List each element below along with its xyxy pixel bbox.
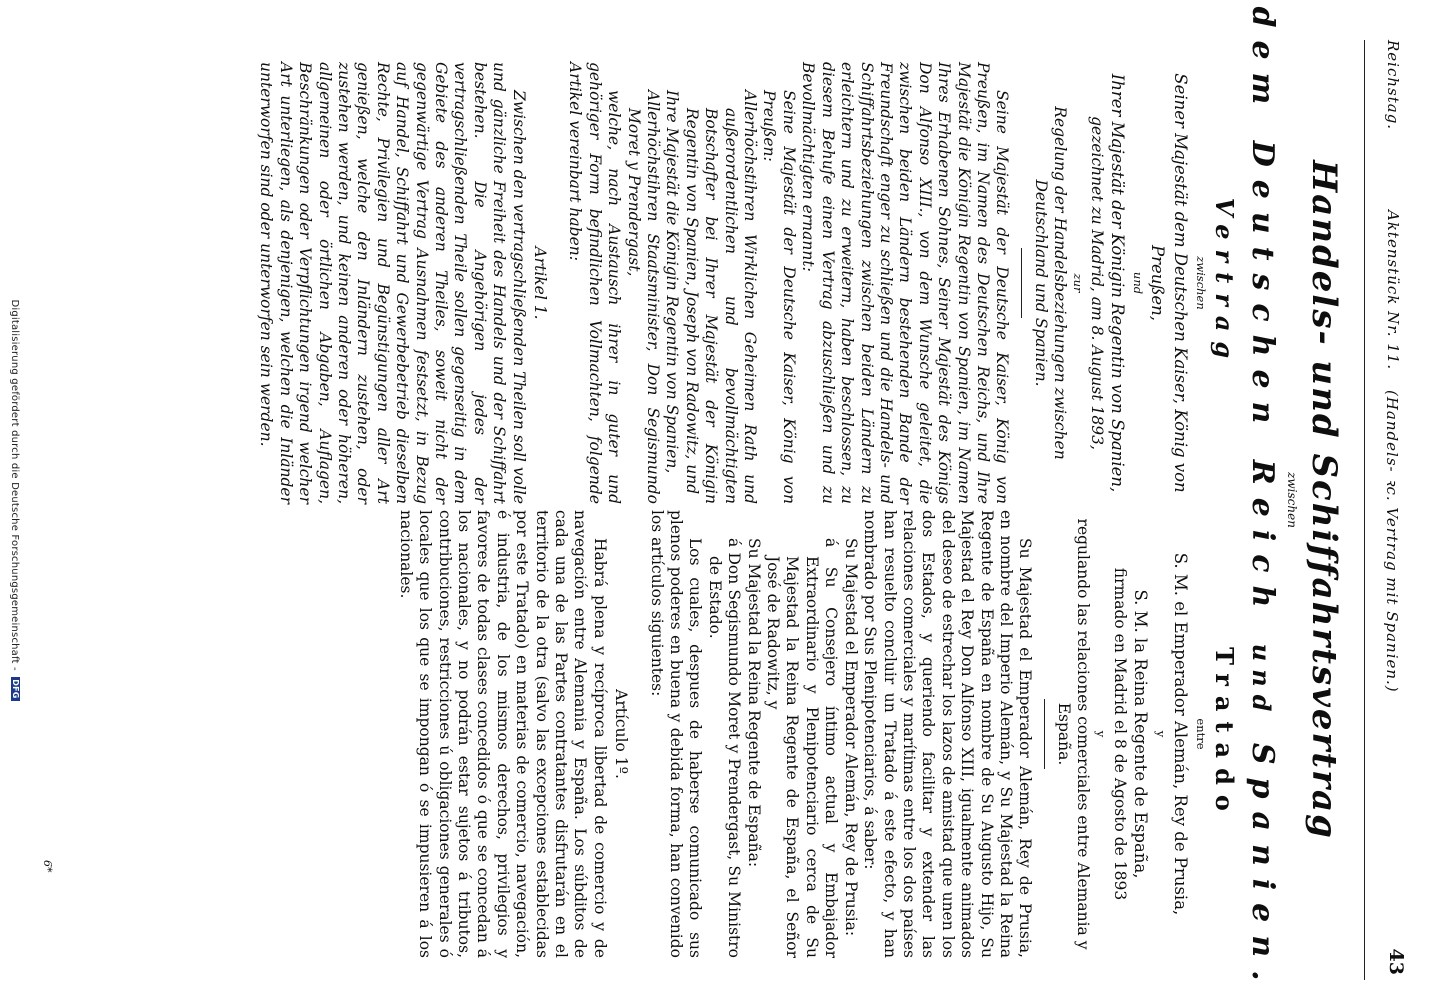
spanish-plenipotentiary-1-intro: Su Majestad el Emperador Alemán, Rey de Prusia: (841, 538, 860, 937)
german-party-queen: Ihrer Majestät der Königin Regentin von Spanien, (1107, 73, 1127, 493)
spanish-entre: entre (1193, 718, 1208, 750)
german-heading: Vertrag (1210, 197, 1239, 369)
treaty-title: Handels- und Schiffahrtsvertrag (1304, 160, 1344, 840)
separator-dash (1021, 248, 1022, 318)
spanish-plenipotentiary-2: á Don Segismundo Moret y Prendergast, Su Ministro de Estado. (705, 538, 744, 958)
spanish-party-emperor: S. M. el Emperador Alemán, Rey de Prusia, (1170, 552, 1190, 916)
page-number: 43 (1385, 948, 1407, 975)
separator-dash (1044, 699, 1045, 769)
german-closing: welche, nach Austausch ihrer in guter und gehöriger Form befindlichen Vollmachten, folgende Artikel vereinbart haben: (566, 62, 624, 504)
signature-mark: 6* (41, 860, 54, 873)
spanish-preamble: Su Majestad el Emperador Alemán, Rey de Prusia, en nombre del Imperio Alemán, y Su Majestad la Reina Regente de España en nombre de Su Augusto Hijo, Su Majestad el Rey Don Alfonso XIII, igualmente animados del deseo de estrechar los lazos de amistad que unen los dos Estados, y queriendo facilitar y extender las relaciones comerciales y marítimas entre los dos países han resuelto concluir un Tratado á este efecto, y han nombrado por Sus Plenipotenciarios, á saber: (861, 510, 1035, 958)
running-header (1362, 0, 1432, 1000)
german-und: und (1130, 271, 1145, 295)
german-article-text: Zwischen den vertragschließenden Theilen soll volle und gänzliche Freiheit des Handels und der Schiffahrt bestehen. Die Angehörigen jedes der vertragschließenden Theile sollen gegenseitig in dem Gebiete des anderen Theiles, soweit nicht der gegenwärtige Vertrag Ausnahmen festsetzt, in Bezug auf Handel, Schiffahrt und Gewerbebetrieb dieselben Rechte, Privilegien und Begünstigungen aller Art genießen, welche den Inländern zustehen, oder zustehen werden, und keinen anderen oder höheren, allgemeinen oder örtlichen Abgaben, Auflagen, Beschränkungen oder Verpflichtungen irgend welcher Art unterliegen, als denjenigen, welchen die Inländer unterworfen sind oder unterworfen sein werden. (257, 62, 528, 504)
spanish-signed-place: firmado en Madrid el 8 de Agosto de 1893 (1110, 567, 1129, 901)
spanish-y-2: y (1094, 730, 1109, 738)
spanish-closing: Los cuales, despues de haberse comunicado sus plenos poderes en buena y debida forma, han convenido los artículos siguientes: (647, 510, 705, 958)
header-rule (1364, 40, 1365, 980)
spanish-article-text: Habrá plena y recíproca libertad de comercio y de navegación entre Alemania y España. Los súbditos de cada una de las Partes contratantes disfrutarán en el territorio de la otra (salvo las excepciones establecidas por este Tratado) en materias de comercio, navegación, é industria, de los mismos derechos, privilegios y favores de todas clases concedidos ó que se concedan á los nacionales, y no podrán estar sujetos á tributos, contribuciones, restricciones ú obligaciones generales ó locales que los que se impongan ó se impusieren á los nacionales. (396, 510, 609, 958)
german-zwischen: zwischen (1193, 256, 1208, 310)
german-zur: zur (1071, 273, 1086, 293)
title-conjunction: und (1247, 643, 1276, 720)
spanish-subject: regulando las relaciones comerciales entre Alemania y España. (1054, 518, 1093, 950)
german-column (256, 62, 1239, 504)
german-plenipotentiary-1: Allerhöchstihren Wirklichen Geheimen Rath und außerordentlichen und bevollmächtigten Botschafter bei Ihrer Majestät der Königin Regentin von Spanien, Joseph von Radowitz, und (682, 90, 760, 504)
digitization-footer (9, 0, 20, 1000)
treaty-parties-title (1245, 0, 1280, 1000)
title-between: zwischen (1285, 472, 1299, 528)
header-subject: (Handels- ꝛc. Vertrag mit Spanien.) (1383, 390, 1401, 693)
german-plenipotentiary-1-intro: Seine Majestät der Deutsche Kaiser, König von Preußen: (760, 90, 798, 504)
german-signed-place: gezeichnet zu Madrid, am 8. August 1893, (1087, 116, 1106, 450)
title-party-reich: dem Deutschen Reich (1245, 6, 1280, 621)
spanish-plenipotentiary-1: á Su Consejero íntimo actual y Embajador Extraordinario y Plenipotenciario cerca de Su Majestad la Reina Regente de España, el Señor José de Radowitz, y (764, 538, 841, 958)
spanish-plenipotentiary-2-intro: Su Majestad la Reina Regente de España: (744, 538, 763, 868)
spanish-party-queen: S. M. la Reina Regente de España, (1130, 589, 1150, 879)
title-party-spanien: Spanien. (1245, 742, 1280, 994)
dfg-logo: DFG (11, 679, 20, 699)
german-subject: Regelung der Handelsbeziehungen zwischen Deutschland und Spanien. (1031, 106, 1070, 460)
german-article-title: Artikel 1. (531, 246, 550, 320)
header-aktenstueck: Aktenstück Nr. 11. (1384, 210, 1402, 371)
german-party-emperor: Seiner Majestät dem Deutschen Kaiser, König von Preußen, (1147, 73, 1190, 493)
header-reichstag: Reichstag. (1384, 40, 1402, 131)
german-plenipotentiary-2: Allerhöchstihren Staatsminister, Don Segismundo Moret y Prendergast, (624, 90, 663, 504)
footer-text: Digitalisierung gefördert durch die Deutsche Forschungsgemeinschaft - (9, 299, 20, 671)
spanish-y: y (1153, 730, 1168, 738)
spanish-column (395, 510, 1239, 958)
spanish-heading: Tratado (1210, 647, 1239, 821)
spanish-article-title: Artículo 1º. (612, 689, 631, 779)
german-plenipotentiary-2-intro: Ihre Majestät die Königin Regentin von Spanien, (663, 90, 682, 474)
german-preamble: Seine Majestät der Deutsche Kaiser, König von Preußen, im Namen des Deutschen Reichs, und Ihre Majestät die Königin Regentin von Spanien, im Namen Ihres Erhabenen Sohnes, Seiner Majestät des Königs Don Alfonso XIII., von dem Wunsche geleitet, die zwischen beiden Ländern bestehenden Bande der Freundschaft enger zu schließen und die Handels- und Schiffahrtsbeziehungen zwischen beiden Ländern zu erleichtern und zu erweitern, haben beschlossen, zu diesem Behufe einen Vertrag abzuschließen und zu Bevollmächtigten ernannt: (799, 62, 1012, 504)
